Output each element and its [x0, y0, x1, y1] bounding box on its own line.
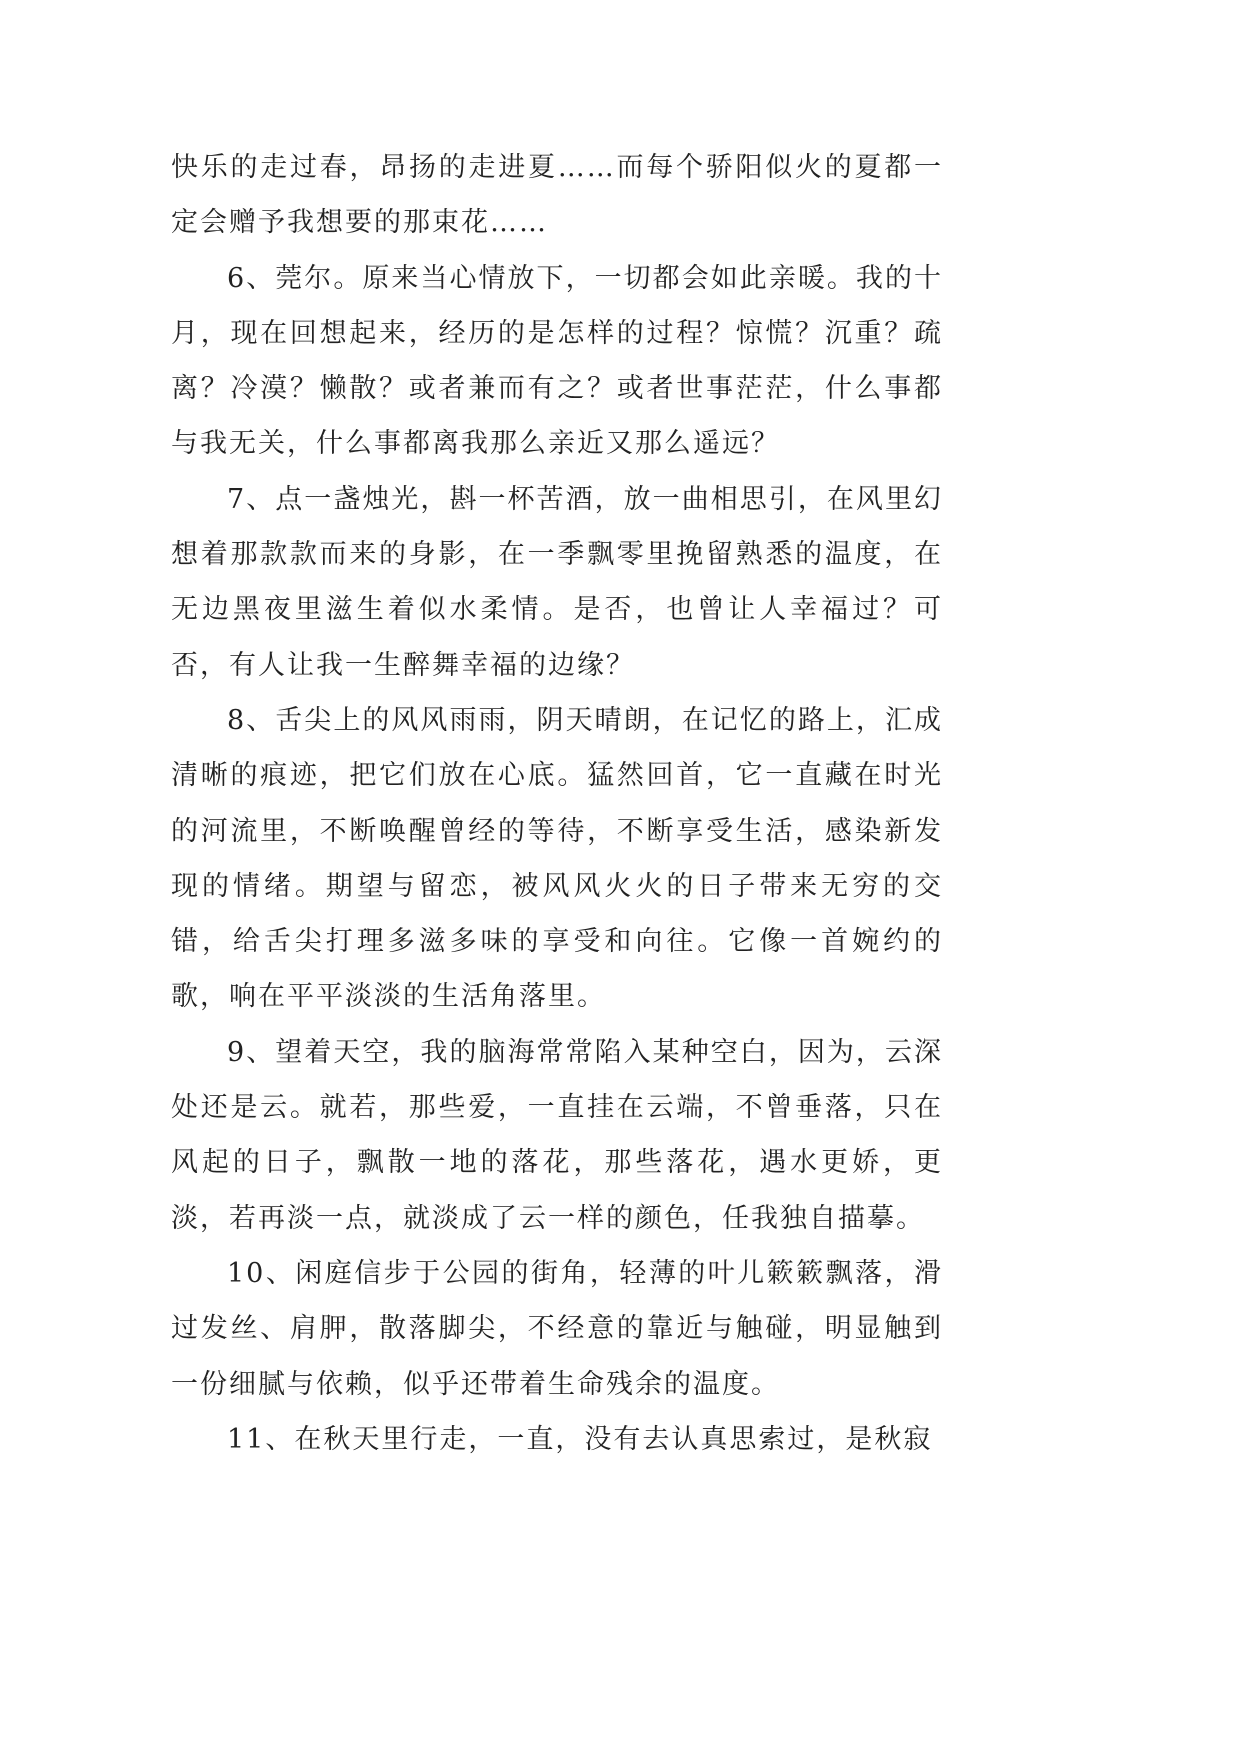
paragraph-8: 8、舌尖上的风风雨雨，阴天晴朗，在记忆的路上，汇成清晰的痕迹，把它们放在心底。猛然回首，它一直藏在时光的河流里，不断唤醒曾经的等待，不断享受生活，感染新发现的情绪。期望与留恋，被风风火火的日子带来无穷的交错，给舌尖打理多滋多味的享受和向往。它像一首婉约的歌，响在平平淡淡的生活角落里。 [171, 704, 943, 1013]
document-body [171, 140, 943, 1467]
paragraph-11: 11、在秋天里行走，一直，没有去认真思索过，是秋寂 [227, 1423, 933, 1455]
paragraph-10: 10、闲庭信步于公园的街角，轻薄的叶儿簌簌飘落，滑过发丝、肩胛，散落脚尖，不经意的靠近与触碰，明显触到一份细腻与依赖，似乎还带着生命残余的温度。 [171, 1257, 943, 1400]
paragraph-7: 7、点一盏烛光，斟一杯苦酒，放一曲相思引，在风里幻想着那款款而来的身影，在一季飘零里挽留熟悉的温度，在无边黑夜里滋生着似水柔情。是否，也曾让人幸福过？可否，有人让我一生醉舞幸福的边缘？ [171, 483, 943, 681]
paragraph-9: 9、望着天空，我的脑海常常陷入某种空白，因为，云深处还是云。就若，那些爱，一直挂在云端，不曾垂落，只在风起的日子，飘散一地的落花，那些落花，遇水更娇，更淡，若再淡一点，就淡成了云一样的颜色，任我独自描摹。 [171, 1036, 943, 1234]
paragraph-6: 6、莞尔。原来当心情放下，一切都会如此亲暖。我的十月，现在回想起来，经历的是怎样的过程？惊慌？沉重？疏离？冷漠？懒散？或者兼而有之？或者世事茫茫，什么事都与我无关，什么事都离我那么亲近又那么遥远？ [171, 262, 943, 460]
paragraph-continuation: 快乐的走过春，昂扬的走进夏……而每个骄阳似火的夏都一定会赠予我想要的那束花…… [171, 152, 943, 239]
